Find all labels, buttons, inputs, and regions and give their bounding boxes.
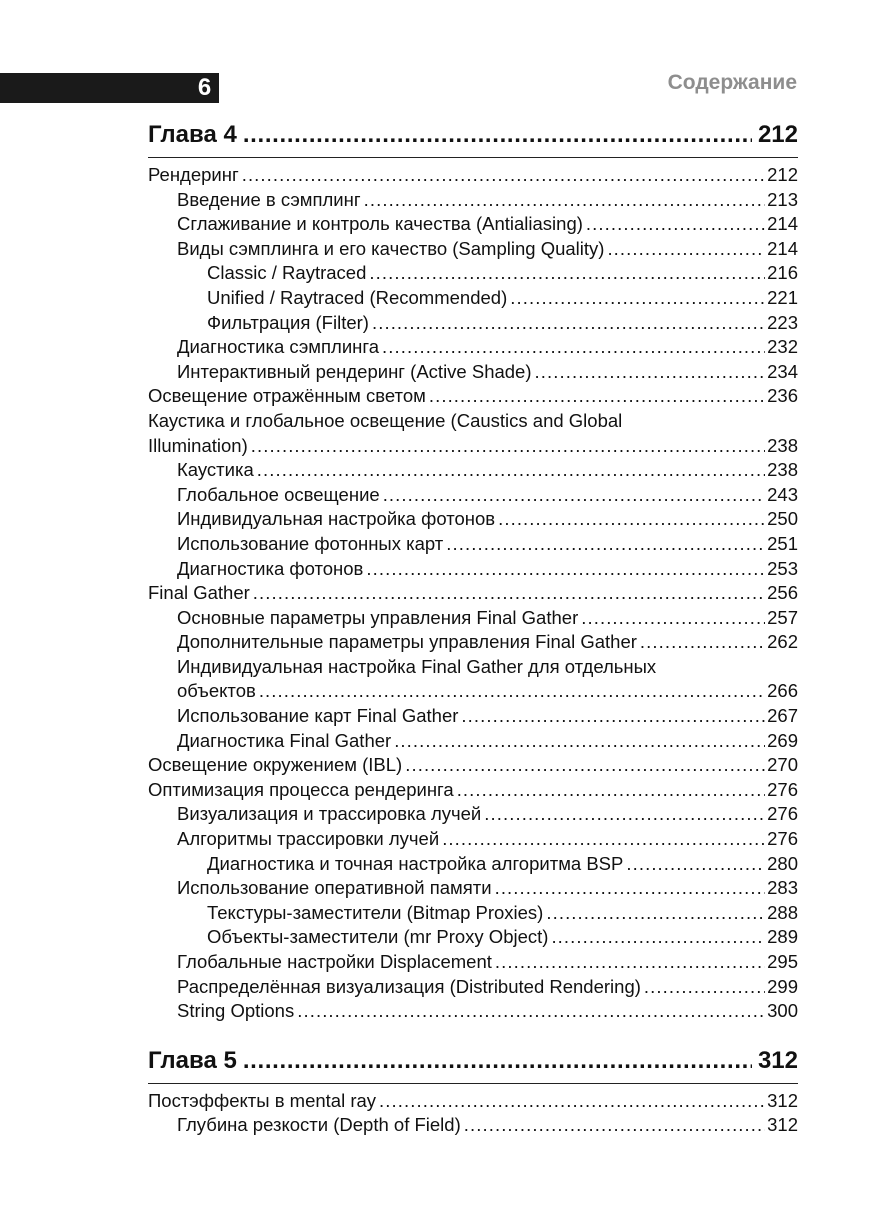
leader-dots <box>405 753 765 778</box>
toc-entry[interactable] <box>148 188 798 213</box>
toc-entry[interactable] <box>148 237 798 262</box>
chapter-page: 312 <box>757 1046 798 1074</box>
leader-dots <box>495 950 765 975</box>
toc-entry-title: Диагностика фотонов <box>177 557 364 579</box>
toc-entry-page: 270 <box>767 754 798 776</box>
leader-dots <box>484 802 765 827</box>
toc-entry[interactable] <box>148 630 798 655</box>
toc-entry[interactable] <box>148 852 798 877</box>
toc-entry[interactable] <box>148 679 798 704</box>
leader-dots <box>626 852 765 877</box>
toc-entry[interactable] <box>148 950 798 975</box>
toc-entry[interactable] <box>148 1113 798 1138</box>
toc-entry[interactable] <box>148 1089 798 1114</box>
toc-entry-page: 214 <box>767 237 798 259</box>
toc-entry[interactable] <box>148 925 798 950</box>
toc-entry[interactable] <box>148 212 798 237</box>
toc-entry[interactable] <box>148 434 798 459</box>
toc-entry-page: 312 <box>767 1089 798 1111</box>
toc-entry-page: 257 <box>767 606 798 628</box>
toc-entry[interactable] <box>148 704 798 729</box>
toc-entry-title-line1[interactable]: Каустика и глобальное освещение (Caustics and Global <box>148 409 623 431</box>
leader-dots <box>495 876 766 901</box>
leader-dots <box>394 729 765 754</box>
leader-dots <box>379 1089 765 1114</box>
leader-dots <box>607 237 765 262</box>
toc-entry[interactable] <box>148 901 798 926</box>
leader-dots <box>242 163 765 188</box>
toc-entry-page: 262 <box>767 631 798 653</box>
toc-entry-title: Глобальное освещение <box>177 483 380 505</box>
toc-entry-page: 288 <box>767 901 798 923</box>
toc-entry-page: 236 <box>767 385 798 407</box>
toc-entry-title: Unified / Raytraced (Recommended) <box>207 286 508 308</box>
toc-entry-page: 269 <box>767 729 798 751</box>
toc-entry-page: 213 <box>767 188 798 210</box>
toc-entry-title: Диагностика сэмплинга <box>177 336 380 358</box>
toc-entry-title: Classic / Raytraced <box>207 262 367 284</box>
leader-dots <box>251 434 765 459</box>
toc-entry-page: 312 <box>767 1114 798 1136</box>
toc-entry-page: 300 <box>767 1000 798 1022</box>
toc-entry-title: Объекты-заместители (mr Proxy Object) <box>207 926 549 948</box>
toc-entry-title: Введение в сэмплинг <box>177 188 361 210</box>
toc-entry[interactable] <box>148 311 798 336</box>
chapter-heading-5[interactable] <box>148 1047 798 1081</box>
toc-entry-title: Основные параметры управления Final Gather <box>177 606 579 628</box>
toc-entry-title: Фильтрация (Filter) <box>207 311 369 333</box>
toc-entry-page: 266 <box>767 680 798 702</box>
leader-dots <box>498 507 765 532</box>
page-number: 6 <box>197 74 212 101</box>
toc-entry[interactable] <box>148 606 798 631</box>
toc-entry-title: Использование фотонных карт <box>177 532 444 554</box>
chapter-title: Глава 5 <box>148 1046 237 1074</box>
toc-entry-page: 276 <box>767 803 798 825</box>
toc-entry-title: Глобальные настройки Displacement <box>177 951 492 972</box>
toc-entry-title: Диагностика и точная настройка алгоритма BSP <box>207 852 624 874</box>
toc-entry-title: Алгоритмы трассировки лучей <box>177 828 440 850</box>
toc-entry-page: 289 <box>767 926 798 948</box>
leader-dots <box>464 1113 765 1138</box>
toc-entry-title: Освещение окружением (IBL) <box>148 754 403 776</box>
toc-entry[interactable] <box>148 557 798 582</box>
toc-entry[interactable] <box>148 729 798 754</box>
toc-entry-page: 251 <box>767 532 798 554</box>
leader-dots <box>372 311 765 336</box>
toc-entry[interactable] <box>148 335 798 360</box>
header-bar <box>0 73 219 103</box>
toc-entry-page: 238 <box>767 434 798 456</box>
toc-entry[interactable] <box>148 802 798 827</box>
toc-entry-title: Освещение отражённым светом <box>148 385 426 407</box>
leader-dots <box>259 679 765 704</box>
leader-dots <box>257 458 765 483</box>
toc-entry[interactable] <box>148 360 798 385</box>
toc-entry[interactable] <box>148 753 798 778</box>
toc-entry-title: String Options <box>177 1000 295 1022</box>
leader-dots <box>644 975 765 1000</box>
toc-entry-page: 243 <box>767 483 798 505</box>
toc-entry-page: 221 <box>767 286 798 308</box>
leader-dots <box>243 121 752 149</box>
toc-entry[interactable] <box>148 507 798 532</box>
toc-entry-page: 256 <box>767 582 798 604</box>
toc-entry[interactable] <box>148 458 798 483</box>
chapter-heading-4[interactable] <box>148 121 798 155</box>
leader-dots <box>640 630 765 655</box>
toc-entry-title: Виды сэмплинга и его качество (Sampling Quality) <box>177 237 605 259</box>
toc-entry-title: Final Gather <box>148 582 250 604</box>
toc-entry-title: Каустика <box>177 459 254 481</box>
leader-dots <box>551 925 765 950</box>
leader-dots <box>461 704 765 729</box>
running-title: Содержание <box>667 71 797 94</box>
toc-entry-title: Интерактивный рендеринг (Active Shade) <box>177 360 532 382</box>
toc-entry-title: Распределённая визуализация (Distributed Rendering) <box>177 975 641 997</box>
leader-dots <box>253 581 765 606</box>
toc-entry[interactable] <box>148 778 798 803</box>
leader-dots <box>457 778 765 803</box>
toc-entry-title: Оптимизация процесса рендеринга <box>148 778 454 800</box>
leader-dots <box>446 532 765 557</box>
toc-entry-page: 253 <box>767 557 798 579</box>
toc-entry-page: 216 <box>767 262 798 284</box>
toc-entry-page: 283 <box>767 877 798 899</box>
toc-entry[interactable] <box>148 827 798 852</box>
leader-dots <box>382 335 765 360</box>
leader-dots <box>383 483 765 508</box>
toc-entry-title: Сглаживание и контроль качества (Antialiasing) <box>177 213 583 235</box>
toc-entry[interactable] <box>148 876 798 901</box>
toc-entry-title: объектов <box>177 680 256 702</box>
chapter-rule <box>148 1083 798 1084</box>
chapter-page: 212 <box>757 121 798 148</box>
toc-entry[interactable] <box>148 975 798 1000</box>
toc-entry[interactable] <box>148 581 798 606</box>
toc-entry-title: Текстуры-заместители (Bitmap Proxies) <box>207 901 544 923</box>
toc-entry-title: Использование оперативной памяти <box>177 877 492 899</box>
toc-entry-page: 295 <box>767 951 798 972</box>
toc-entry-page: 232 <box>767 336 798 358</box>
leader-dots <box>535 360 766 385</box>
toc-entry[interactable] <box>148 532 798 557</box>
toc-entry-title-line1[interactable]: Индивидуальная настройка Final Gather для отдельных <box>177 655 657 677</box>
toc-entry-title: Глубина резкости (Depth of Field) <box>177 1114 461 1136</box>
leader-dots <box>510 286 765 311</box>
toc-entry[interactable] <box>148 999 798 1024</box>
toc-entry-page: 250 <box>767 508 798 530</box>
toc-entry-page: 267 <box>767 705 798 727</box>
toc-entry[interactable] <box>148 384 798 409</box>
toc-entry-page: 214 <box>767 213 798 235</box>
leader-dots <box>429 384 765 409</box>
toc-entry[interactable] <box>148 286 798 311</box>
toc-entry-page: 234 <box>767 360 798 382</box>
toc-entry-title: Illumination) <box>148 434 248 456</box>
leader-dots <box>369 261 765 286</box>
toc-entry-title: Дополнительные параметры управления Final Gather <box>177 631 637 653</box>
toc-entry-title: Диагностика Final Gather <box>177 729 392 751</box>
toc-entry[interactable] <box>148 483 798 508</box>
toc-entry-title: Использование карт Final Gather <box>177 705 459 727</box>
leader-dots <box>297 999 765 1024</box>
table-of-contents <box>148 121 798 1138</box>
toc-entry[interactable] <box>148 261 798 286</box>
toc-entry-page: 212 <box>767 164 798 185</box>
leader-dots <box>581 606 765 631</box>
toc-entry-title: Постэффекты в mental ray <box>148 1089 377 1111</box>
toc-entry-page: 299 <box>767 975 798 997</box>
leader-dots <box>546 901 765 926</box>
toc-entry[interactable] <box>148 163 798 188</box>
toc-entry-page: 223 <box>767 311 798 333</box>
toc-entry-title: Индивидуальная настройка фотонов <box>177 508 496 530</box>
leader-dots <box>586 212 765 237</box>
toc-entry-page: 238 <box>767 459 798 481</box>
leader-dots <box>366 557 765 582</box>
toc-entry-page: 276 <box>767 778 798 800</box>
toc-entry-page: 276 <box>767 828 798 850</box>
toc-entry-title: Рендеринг <box>148 164 239 185</box>
leader-dots <box>364 188 766 213</box>
chapter-rule <box>148 157 798 158</box>
chapter-title: Глава 4 <box>148 121 237 148</box>
toc-entry-title: Визуализация и трассировка лучей <box>177 803 482 825</box>
leader-dots <box>442 827 765 852</box>
toc-entry-page: 280 <box>767 852 798 874</box>
leader-dots <box>243 1047 752 1075</box>
